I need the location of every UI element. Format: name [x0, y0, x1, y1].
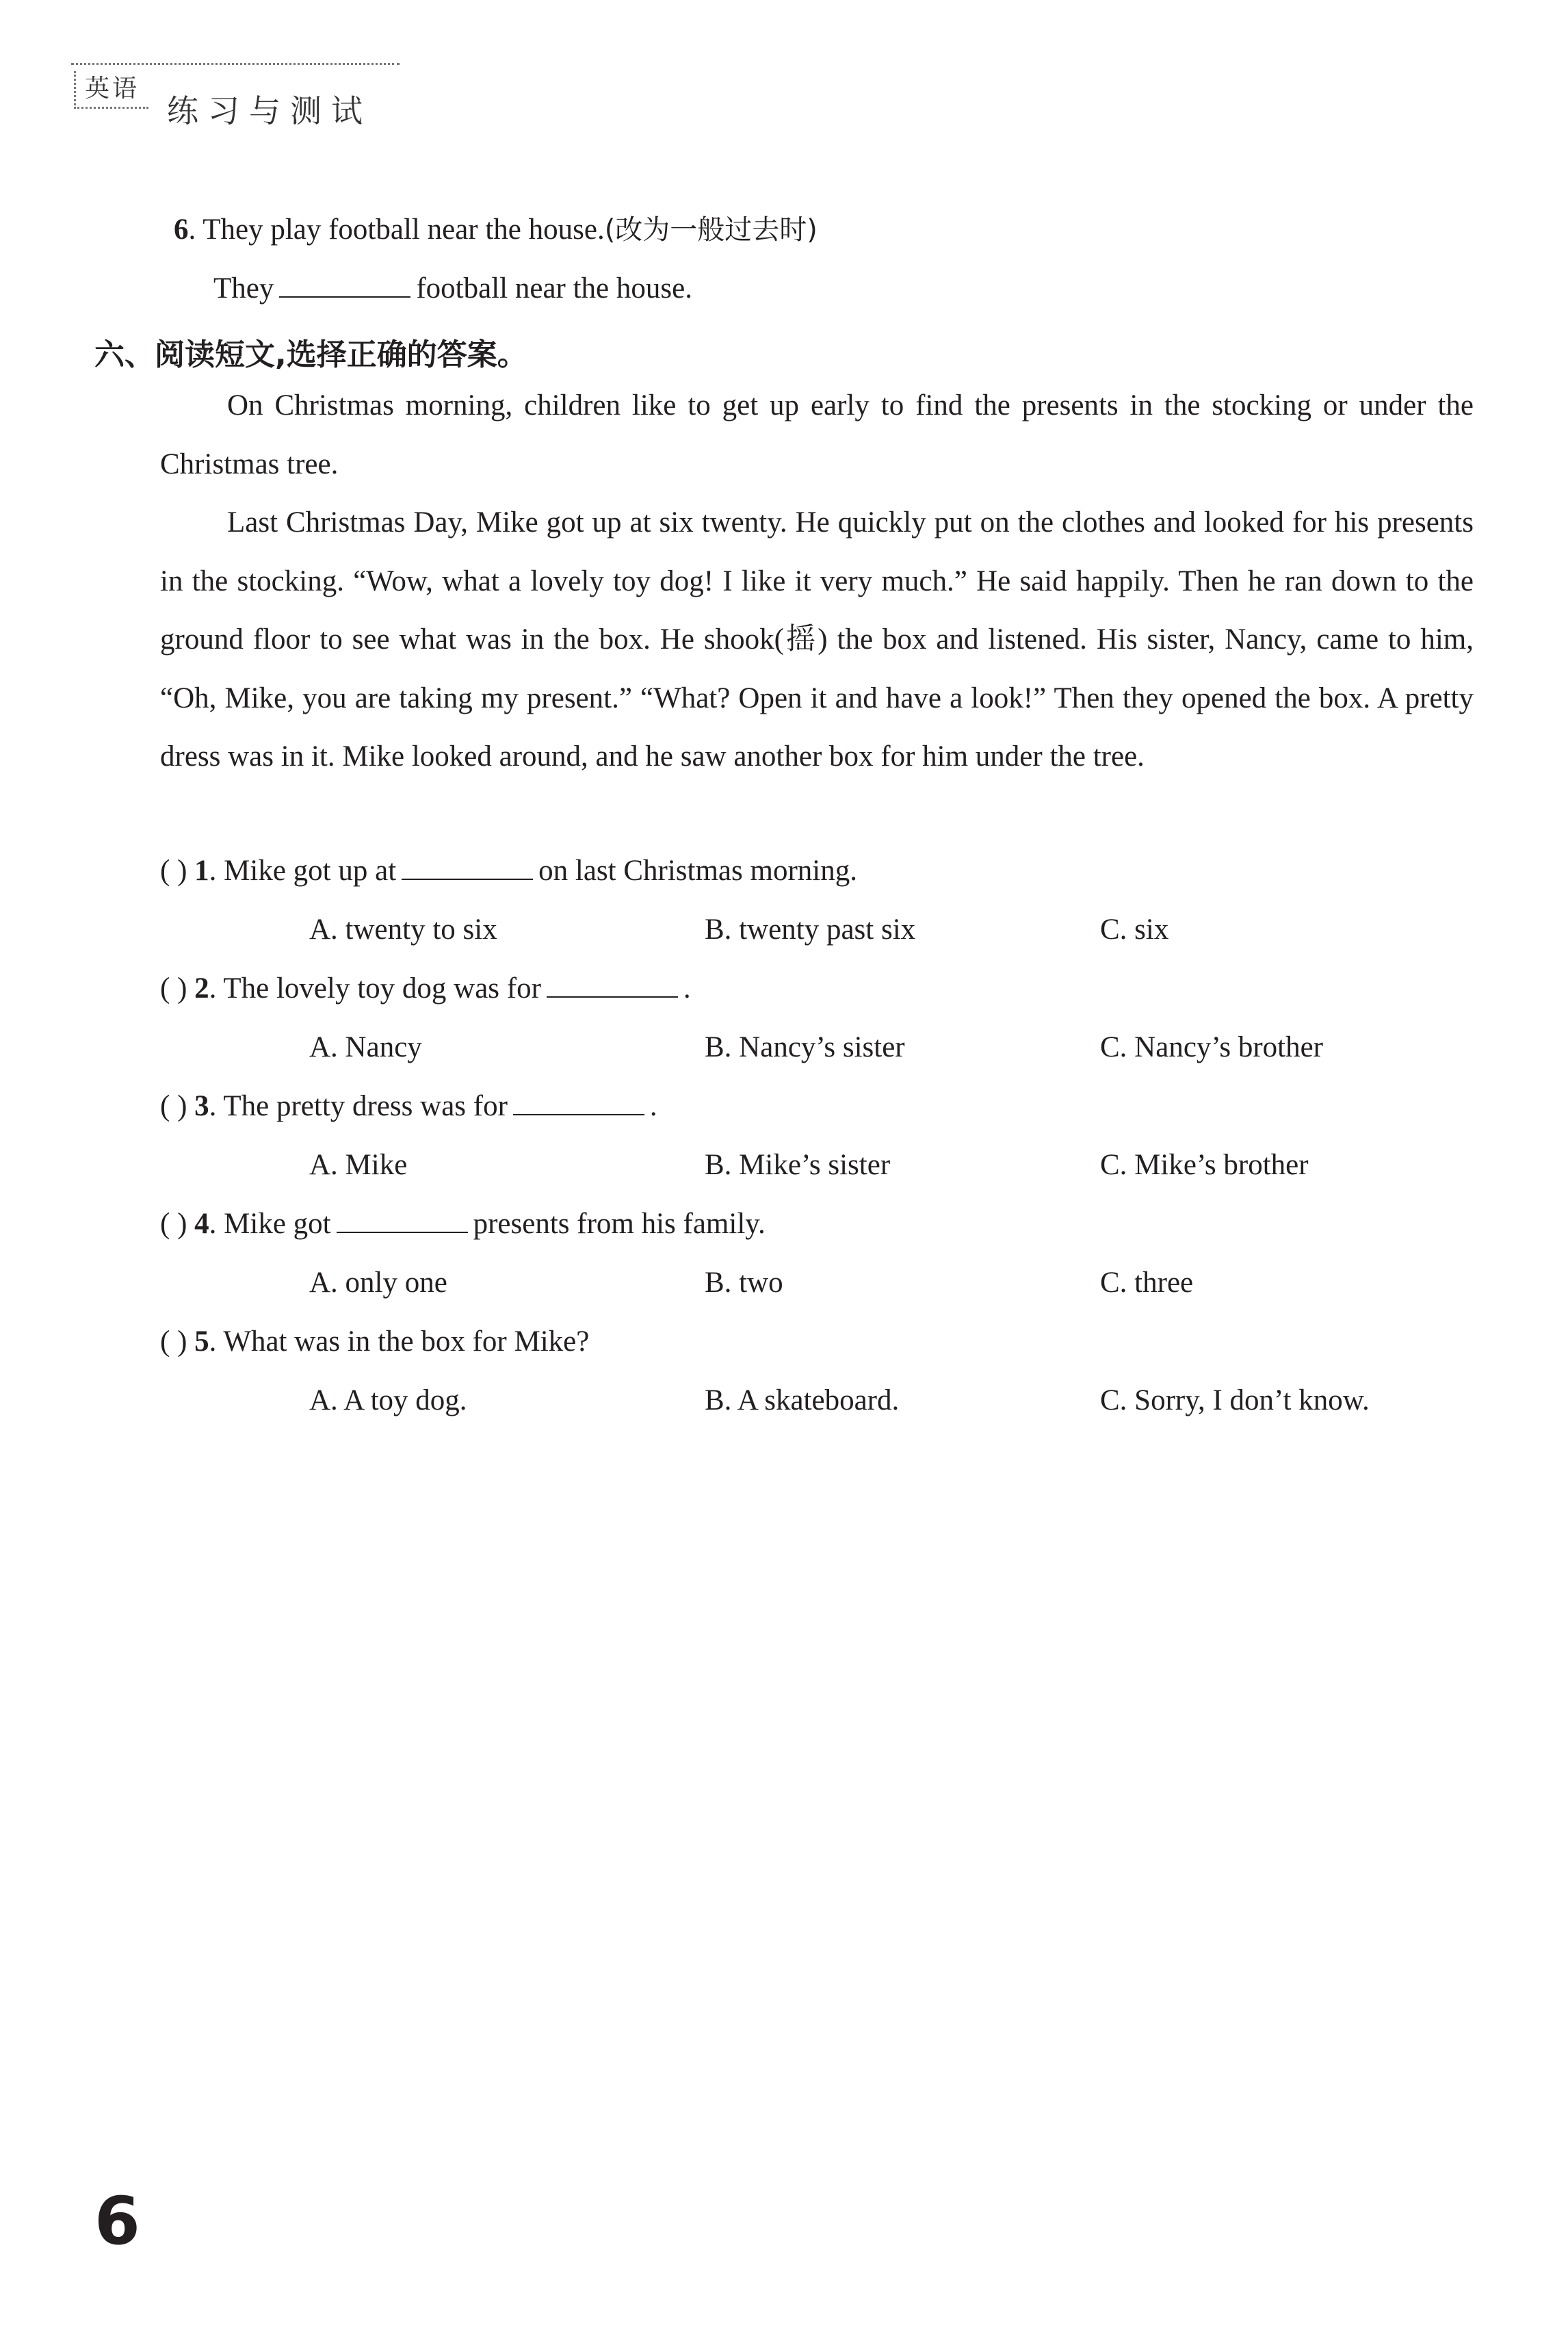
option-a[interactable]: A. only one: [309, 1267, 447, 1299]
question-number: 2: [194, 972, 209, 1005]
question-4: [160, 1207, 766, 1241]
question-6-instruction: (改为一般过去时): [604, 214, 818, 246]
question-2: [160, 972, 691, 1005]
question-stem: . Mike got up at: [209, 855, 397, 887]
question-blank[interactable]: [337, 1208, 468, 1233]
option-a[interactable]: A. Nancy: [309, 1031, 422, 1063]
question-number: 5: [194, 1325, 209, 1358]
answer-paren[interactable]: ( ): [160, 972, 187, 1005]
question-stem: . Mike got: [209, 1208, 331, 1240]
option-b[interactable]: B. A skateboard.: [705, 1384, 900, 1416]
question-stem-end: .: [683, 972, 691, 1005]
question-number: 4: [194, 1208, 209, 1240]
question-6-sentence: . They play football near the house.: [188, 213, 605, 246]
passage-paragraph-2: [160, 493, 1474, 786]
question-stem-end: .: [649, 1090, 657, 1122]
option-b[interactable]: B. Mike’s sister: [705, 1149, 891, 1181]
option-b[interactable]: B. twenty past six: [705, 914, 916, 946]
option-c[interactable]: C. Mike’s brother: [1100, 1149, 1309, 1181]
question-stem-end: on last Christmas morning.: [538, 855, 857, 887]
question-3: [160, 1089, 657, 1123]
section-heading: 六、阅读短文,选择正确的答案。: [94, 337, 527, 372]
subject-badge: 英语: [74, 71, 148, 109]
page-header: [71, 63, 400, 131]
header-dotted-rule: [71, 63, 400, 65]
question-6-answer-line: [213, 268, 692, 309]
answer-suffix: football near the house.: [416, 272, 692, 305]
passage-paragraph-1-text: On Christmas morning, children like to get up early to find the presents in the stocking or under the Christmas tree.: [160, 389, 1474, 480]
question-blank[interactable]: [547, 973, 678, 998]
question-stem: . The lovely toy dog was for: [209, 972, 541, 1005]
option-c[interactable]: C. Sorry, I don’t know.: [1100, 1384, 1370, 1416]
answer-paren[interactable]: ( ): [160, 855, 187, 887]
option-b[interactable]: B. Nancy’s sister: [705, 1031, 905, 1063]
option-c[interactable]: C. six: [1100, 914, 1169, 946]
question-blank[interactable]: [513, 1091, 644, 1115]
option-a[interactable]: A. twenty to six: [309, 914, 497, 946]
answer-paren[interactable]: ( ): [160, 1325, 187, 1358]
answer-prefix: They: [213, 272, 274, 305]
question-5: [160, 1325, 589, 1358]
question-stem-end: presents from his family.: [473, 1208, 766, 1240]
page-number: 6: [94, 2183, 140, 2259]
question-1: [160, 854, 857, 888]
question-blank[interactable]: [402, 855, 533, 880]
question-number: 3: [194, 1090, 209, 1122]
passage-paragraph-2-text: Last Christmas Day, Mike got up at six twenty. He quickly put on the clothes and looked for his presents in the stocking. “Wow, what a lovely toy dog! I like it very much.” He said happily. Then he ran down to the ground floor to see what was in the box. He shook(摇) the box and listened. His sister, Nancy, came to him, “Oh, Mike, you are taking my present.” “What? Open it and have a look!” Then they opened the box. A pretty dress was in it. Mike looked around, and he saw another box for him under the tree.: [160, 506, 1474, 773]
question-stem: . The pretty dress was for: [209, 1090, 508, 1122]
option-c[interactable]: C. three: [1100, 1267, 1194, 1299]
option-a[interactable]: A. A toy dog.: [309, 1384, 467, 1416]
answer-paren[interactable]: ( ): [160, 1090, 187, 1122]
book-subtitle: 练习与测试: [167, 92, 372, 129]
question-6: [174, 209, 818, 250]
answer-paren[interactable]: ( ): [160, 1208, 187, 1240]
question-number: 1: [194, 855, 209, 887]
question-stem: . What was in the box for Mike?: [209, 1325, 590, 1358]
question-6-number: 6: [174, 213, 189, 246]
option-c[interactable]: C. Nancy’s brother: [1100, 1031, 1324, 1063]
passage-paragraph-1: [160, 376, 1474, 493]
option-b[interactable]: B. two: [705, 1267, 783, 1299]
option-a[interactable]: A. Mike: [309, 1149, 408, 1181]
answer-blank[interactable]: [279, 273, 410, 298]
